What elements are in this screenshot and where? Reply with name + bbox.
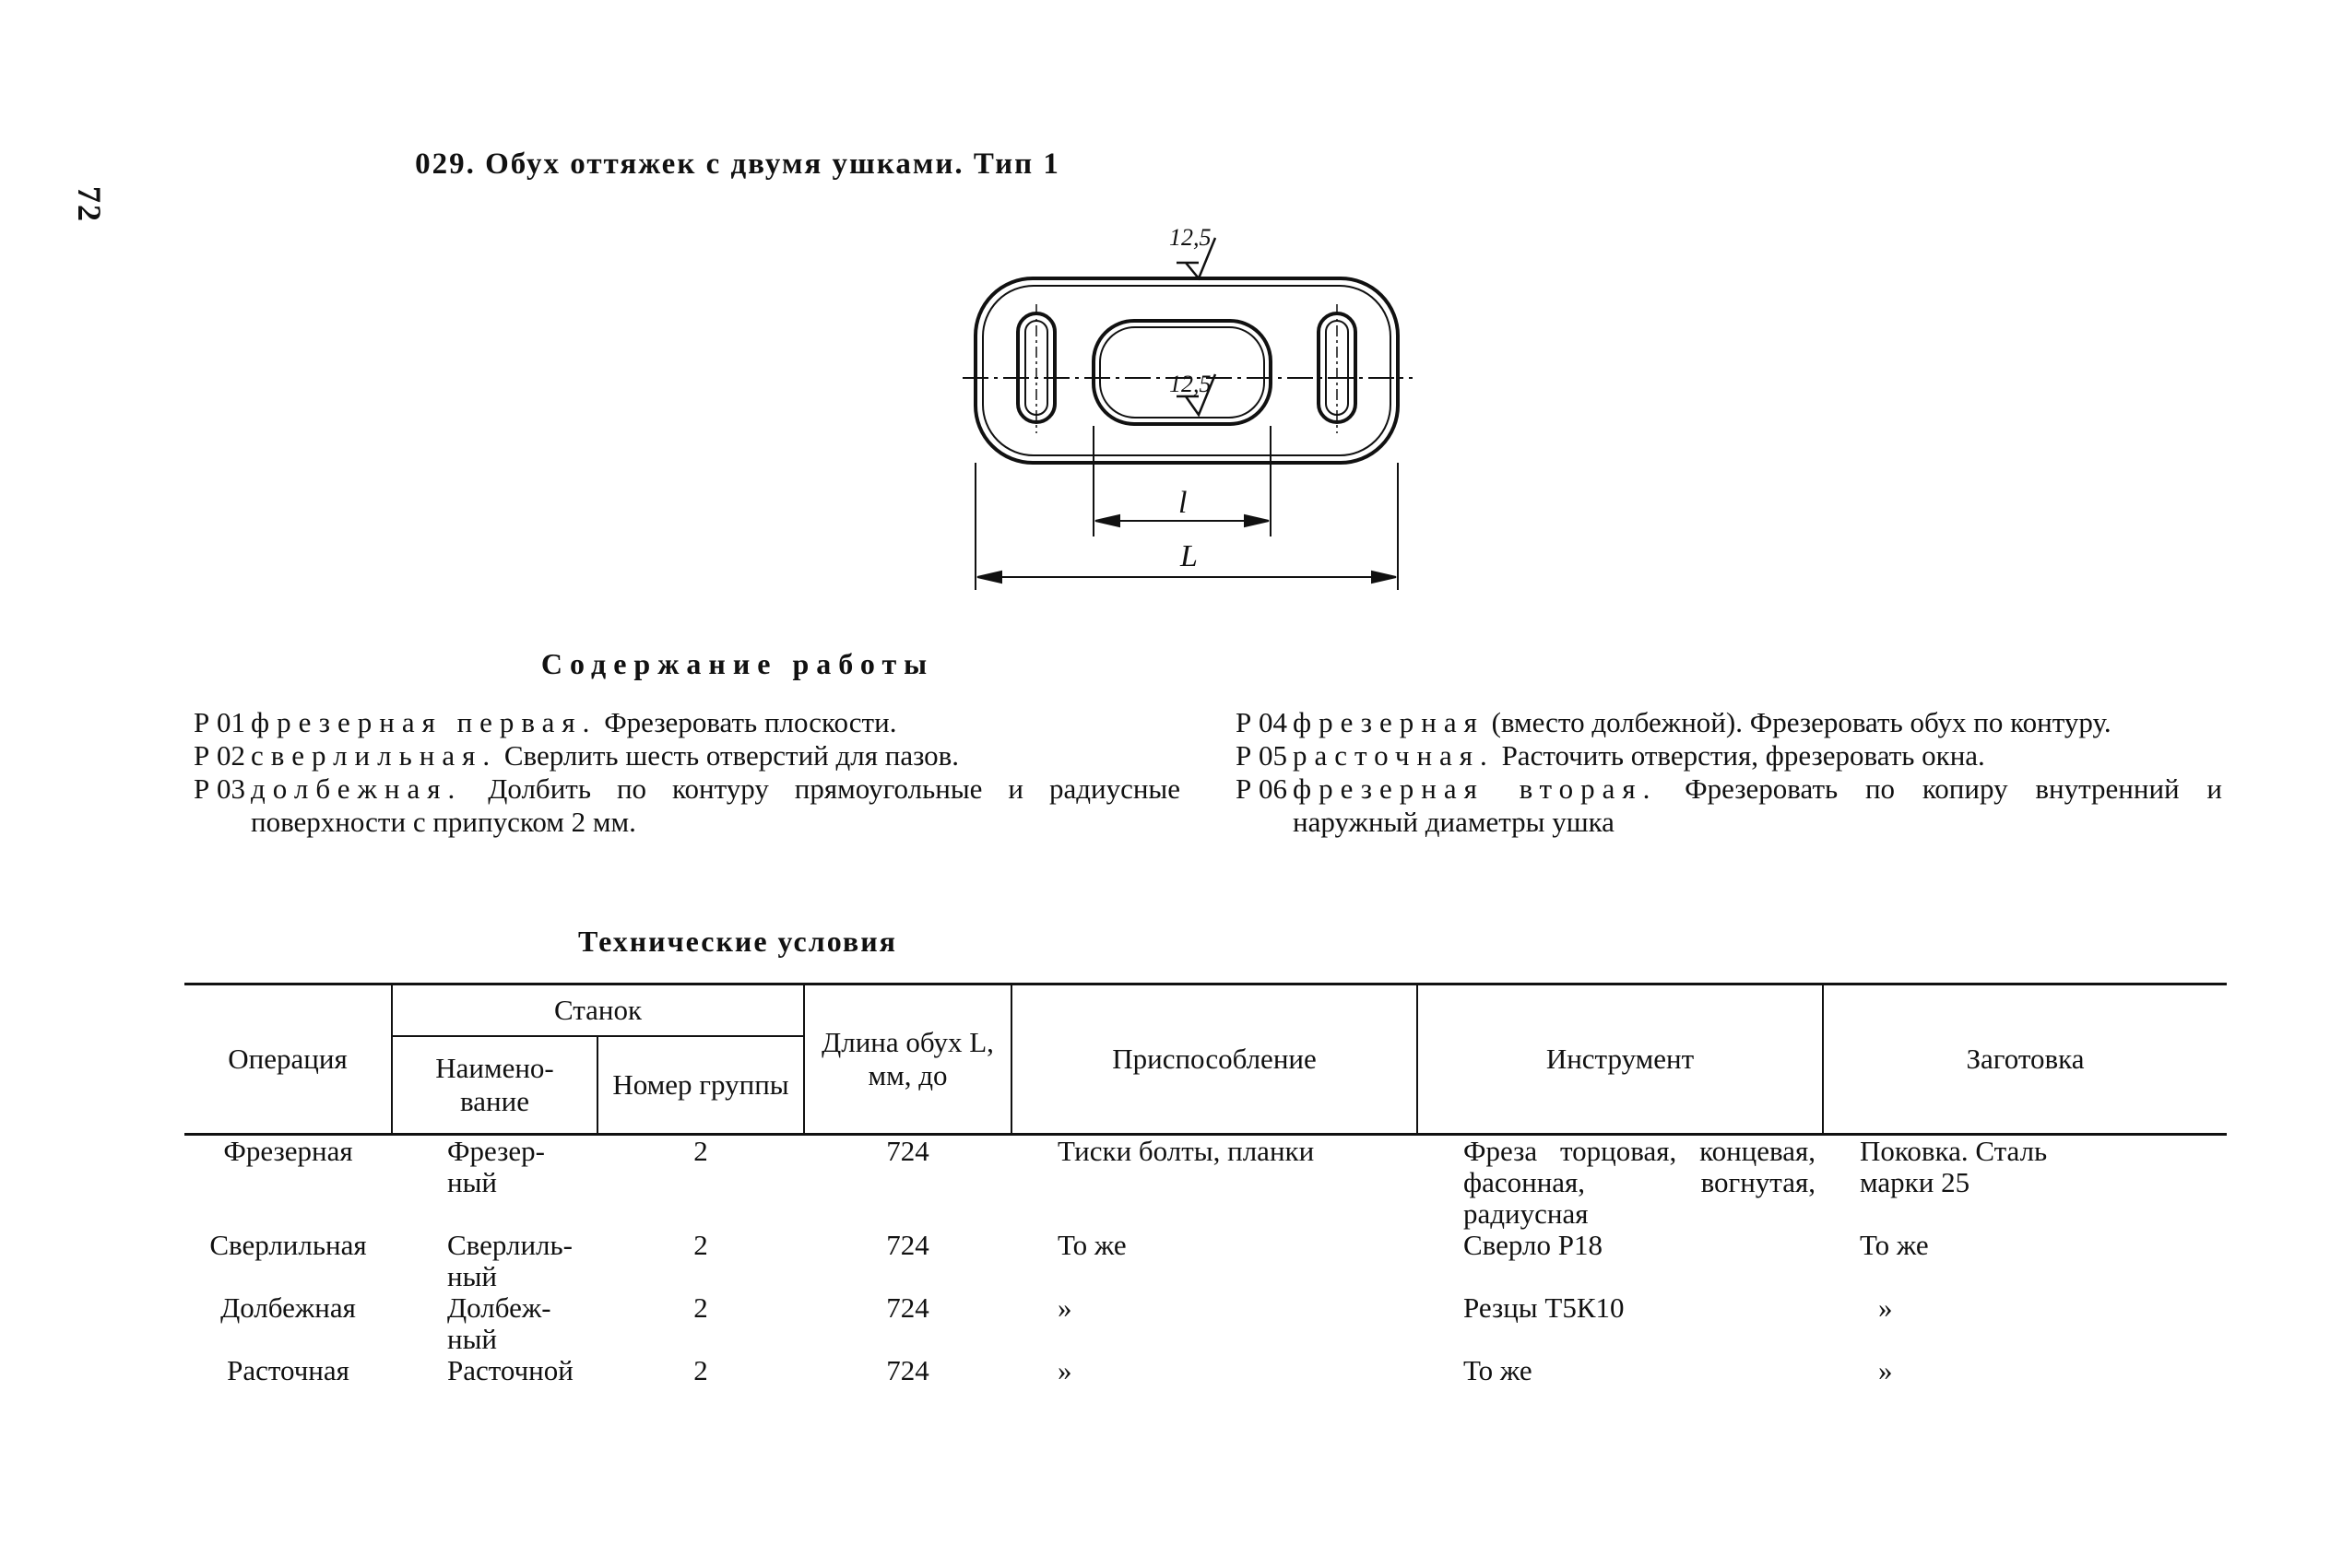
operation-name: долбежная.	[251, 772, 463, 805]
tech-conditions-heading: Технические условия	[578, 925, 897, 958]
header-tool: Инструмент	[1417, 984, 1823, 1135]
cell-length: 724	[886, 1135, 929, 1167]
page-title: 029. Обух оттяжек с двумя ушками. Тип 1	[415, 147, 1060, 181]
dimension-l	[1094, 426, 1271, 536]
operation-name: сверлильная.	[251, 739, 498, 772]
cell-group: 2	[693, 1229, 708, 1261]
cell-blank: »	[1878, 1291, 1893, 1324]
cell-operation: Фрезерная	[223, 1135, 353, 1167]
tech-conditions-table	[184, 983, 2227, 1386]
dimension-l-label: l	[1178, 486, 1188, 520]
cell-fixture: То же	[1058, 1229, 1127, 1261]
operation-text: Фрезеровать плоскости.	[604, 706, 897, 738]
operation-text: (вместо долбежной). Фрезеровать обух по контуру.	[1491, 706, 2111, 738]
roughness-label-inner: 12,5	[1169, 371, 1212, 397]
cell-length: 724	[886, 1229, 929, 1261]
operation-name: фрезерная	[1293, 706, 1484, 738]
cell-machine: Долбеж-ный	[447, 1291, 551, 1355]
operation-name: фрезерная вторая.	[1293, 772, 1658, 805]
cell-group: 2	[693, 1291, 708, 1324]
cell-blank: То же	[1860, 1229, 1929, 1261]
cell-tool: Резцы Т5К10	[1463, 1291, 1625, 1324]
cell-operation: Расточная	[227, 1354, 349, 1386]
cell-blank: Поковка. Сталь марки 25	[1860, 1135, 2048, 1198]
cell-tool: То же	[1463, 1354, 1532, 1386]
operation-text: Долбить по контуру прямоугольные и радиусные поверхности с припуском 2 мм.	[251, 772, 1181, 838]
cell-length: 724	[886, 1354, 929, 1386]
work-content-heading: Содержание работы	[540, 647, 935, 680]
header-machine: Станок	[392, 984, 804, 1037]
cell-group: 2	[693, 1135, 708, 1167]
operation-item	[184, 706, 1180, 739]
page-number: 72	[71, 186, 108, 223]
cell-tool: Фреза торцовая, концевая, фасонная, вогнутая, радиусная	[1463, 1135, 1816, 1230]
operation-code: Р 03	[194, 772, 245, 805]
operation-name: фрезерная первая.	[251, 706, 597, 738]
operation-code: Р 04	[1236, 706, 1287, 738]
operations-left	[184, 706, 1180, 839]
cell-fixture: »	[1058, 1291, 1072, 1324]
cell-machine: Сверлиль-ный	[447, 1229, 573, 1292]
table-row	[184, 1292, 2227, 1355]
cell-operation: Долбежная	[220, 1291, 356, 1324]
operation-item	[1226, 706, 2222, 739]
operation-code: Р 06	[1236, 772, 1287, 805]
cell-group: 2	[693, 1354, 708, 1386]
cell-blank: »	[1878, 1354, 1893, 1386]
dimension-L-label: L	[1180, 539, 1198, 573]
operation-text: Сверлить шесть отверстий для пазов.	[503, 739, 960, 772]
operation-item	[1226, 739, 2222, 772]
operation-text: Фрезеровать по копиру внутренний и наружный диаметры ушка	[1293, 772, 2222, 838]
operations-right	[1226, 706, 2222, 839]
header-length: Длина обух L, мм, до	[804, 984, 1011, 1135]
header-blank: Заготовка	[1823, 984, 2227, 1135]
operation-name: расточная.	[1293, 739, 1495, 772]
header-fixture: Приспособление	[1011, 984, 1417, 1135]
roughness-label-outer: 12,5	[1169, 224, 1212, 251]
operation-code: Р 02	[194, 739, 245, 772]
cell-fixture: Тиски болты, планки	[1058, 1135, 1315, 1167]
part-drawing	[950, 212, 1429, 599]
operation-item	[1226, 772, 2222, 839]
header-machine-name: Наимено-вание	[392, 1036, 597, 1134]
operation-item	[184, 739, 1180, 772]
cell-operation: Сверлильная	[209, 1229, 367, 1261]
operation-text: Расточить отверстия, фрезеровать окна.	[1501, 739, 1985, 772]
table-row	[184, 1230, 2227, 1292]
operation-code: Р 01	[194, 706, 245, 738]
header-machine-group: Номер группы	[597, 1036, 804, 1134]
cell-machine: Фрезер-ный	[447, 1135, 545, 1198]
cell-fixture: »	[1058, 1354, 1072, 1386]
header-operation: Операция	[228, 1043, 348, 1075]
table-row	[184, 1355, 2227, 1386]
table-row	[184, 1135, 2227, 1231]
operation-code: Р 05	[1236, 739, 1287, 772]
operation-item	[184, 772, 1180, 839]
cell-machine: Расточной	[447, 1354, 574, 1386]
cell-tool: Сверло Р18	[1463, 1229, 1603, 1261]
cell-length: 724	[886, 1291, 929, 1324]
